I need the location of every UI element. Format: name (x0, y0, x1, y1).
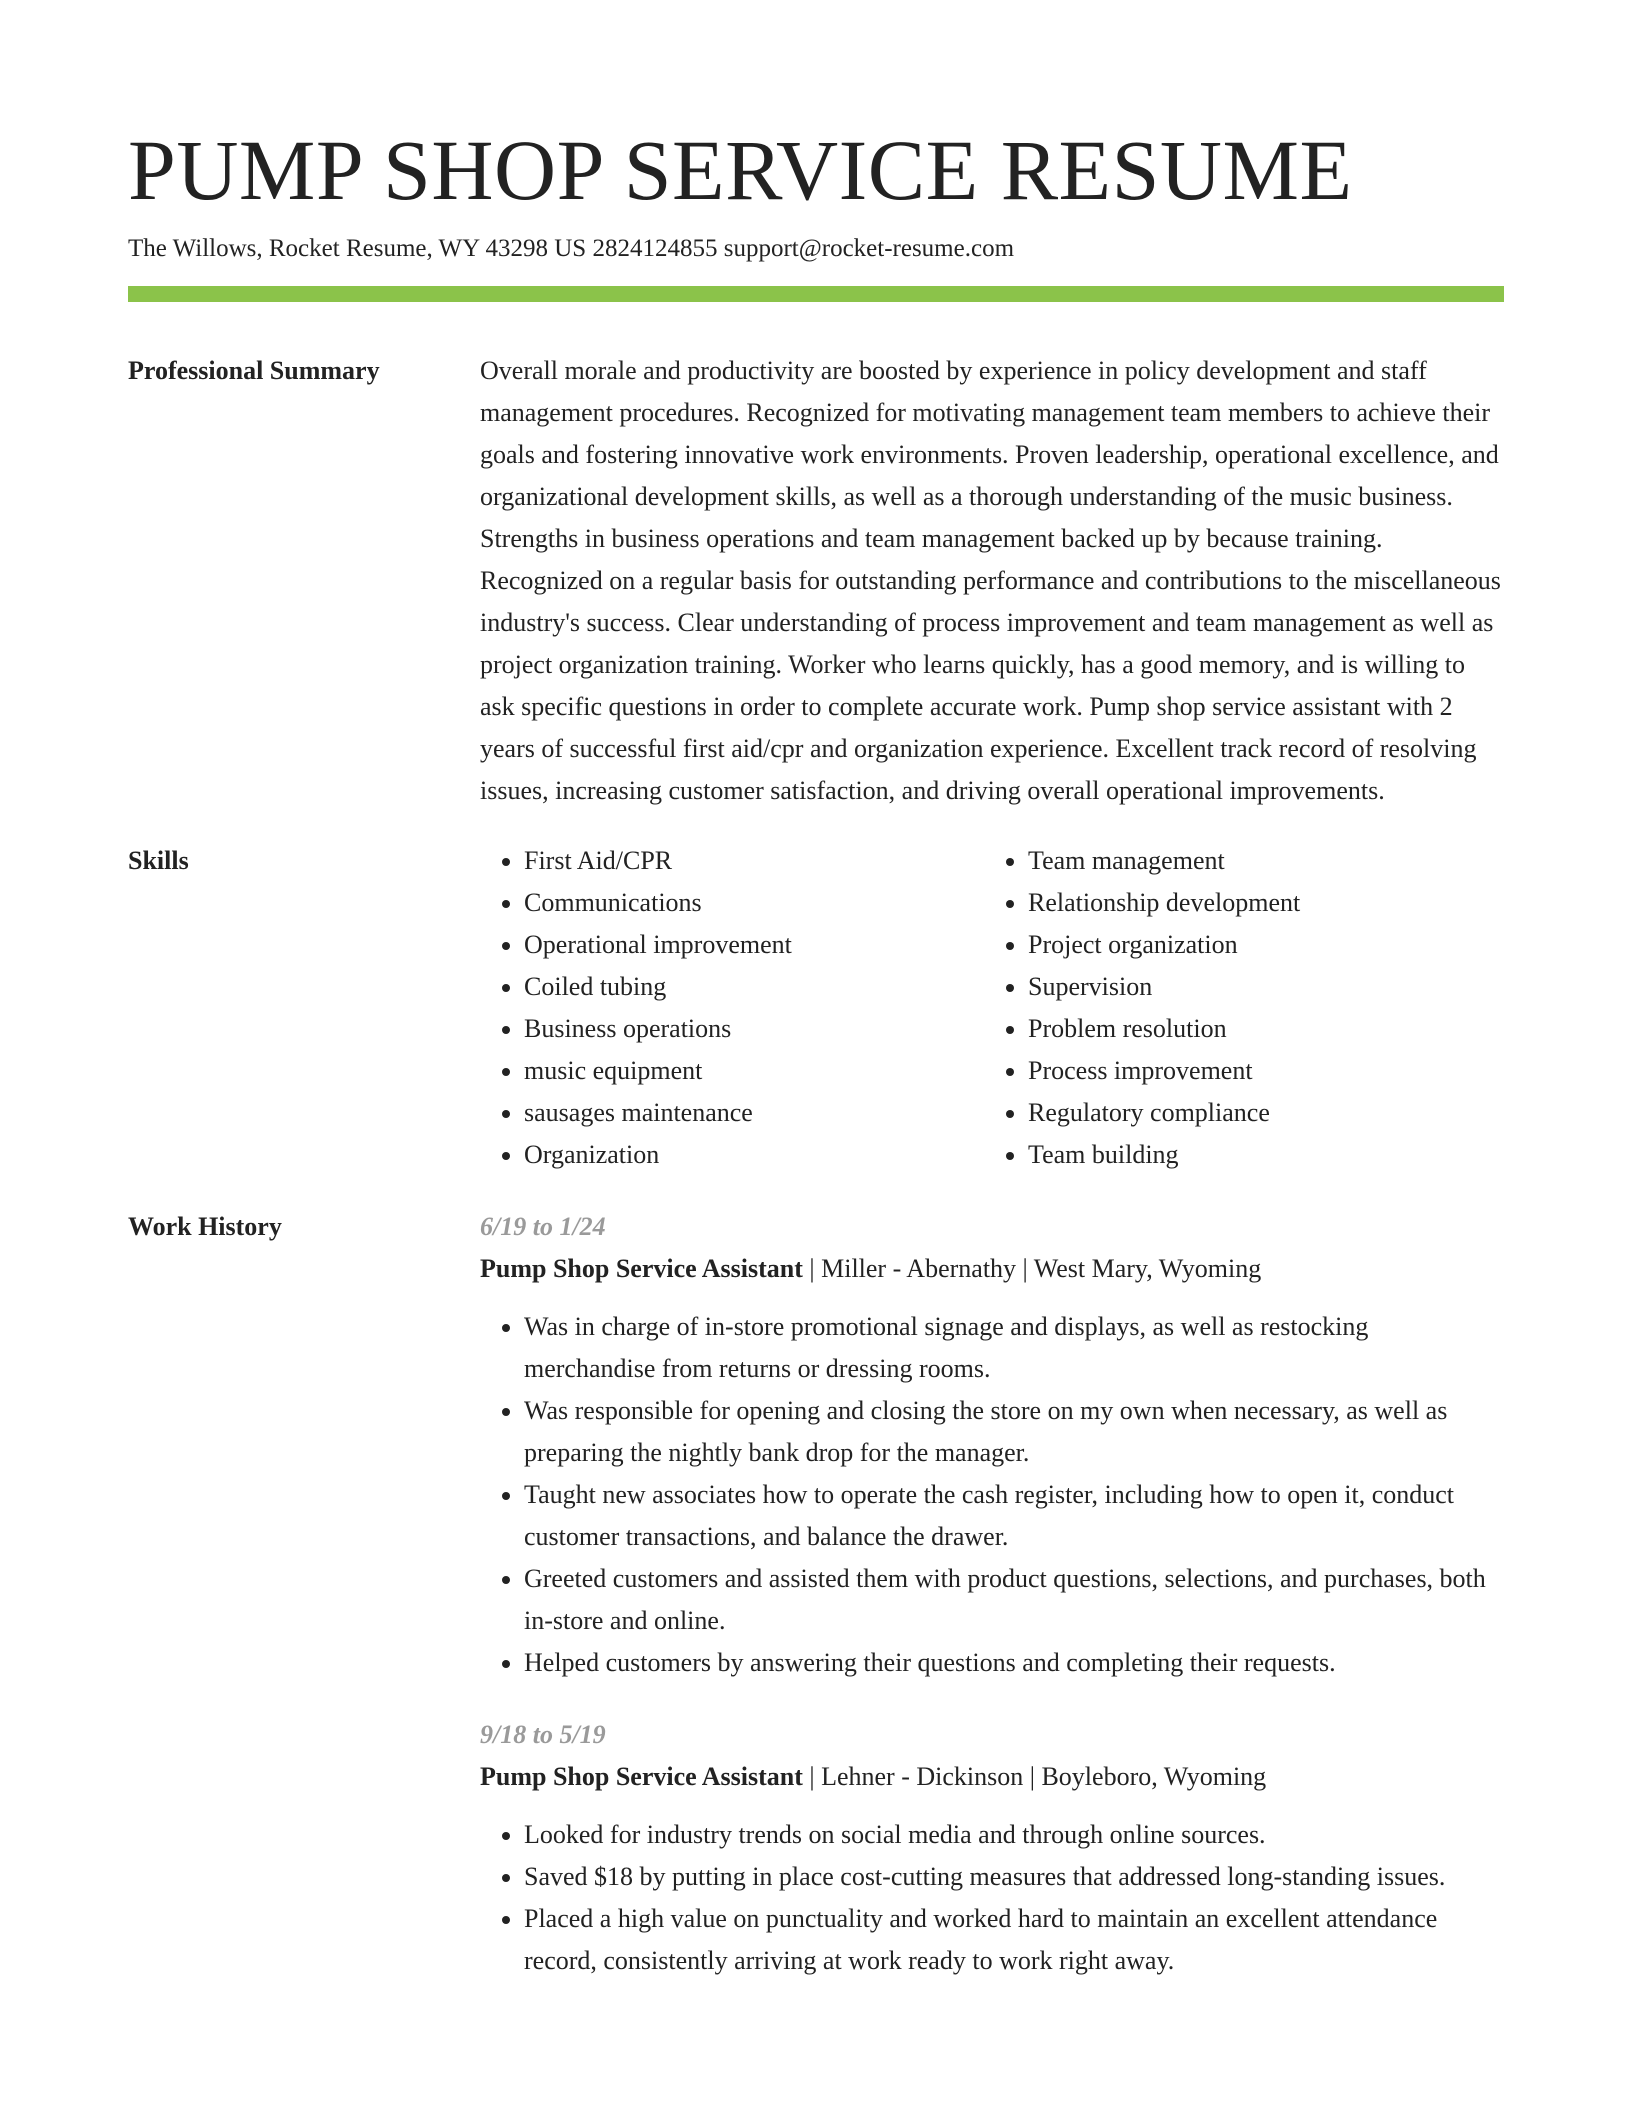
summary-text: Overall morale and productivity are boosted by experience in policy development and staff management procedures. Recognized for motivating management team members to achieve their goals and fostering innovative work environments. Proven leadership, operational excellence, and organizational development skills, as well as a thorough understanding of the music business. Strengths in business operations and team management backed up by because training. Recognized on a regular basis for outstanding performance and contributions to the miscellaneous industry's success. Clear understanding of process improvement and team management as well as project organization training. Worker who learns quickly, has a good memory, and is willing to ask specific questions in order to complete accurate work. Pump shop service assistant with 2 years of successful first aid/cpr and organization experience. Excellent track record of resolving issues, increasing customer satisfaction, and driving overall operational improvements. (480, 356, 1501, 805)
job-employer-location: | Miller - Abernathy | West Mary, Wyoming (802, 1254, 1262, 1283)
skill-item: • Coiled tubing (524, 966, 984, 1008)
section-heading-summary: Professional Summary (128, 356, 380, 385)
skill-item: • Project organization (1028, 924, 1488, 966)
job-bullets (480, 1306, 1504, 1684)
contact-line: The Willows, Rocket Resume, WY 43298 US 2824124855 support@rocket-resume.com (128, 235, 1015, 262)
skill-item: • Regulatory compliance (1028, 1092, 1488, 1134)
job-entry (480, 1714, 1504, 1982)
job-heading (480, 1248, 1504, 1290)
skill-item: • Team building (1028, 1134, 1488, 1176)
skills-list-left (480, 840, 984, 1176)
accent-divider (128, 286, 1504, 302)
job-bullet: • Looked for industry trends on social media and through online sources. (524, 1814, 1504, 1856)
skills-list-right (984, 840, 1488, 1176)
job-bullet: • Helped customers by answering their questions and completing their requests. (524, 1642, 1504, 1684)
job-employer-location: | Lehner - Dickinson | Boyleboro, Wyoming (802, 1762, 1267, 1791)
job-entry (480, 1206, 1504, 1684)
skill-item: • Communications (524, 882, 984, 924)
job-bullet: • Saved $18 by putting in place cost-cutting measures that addressed long-standing issues. (524, 1856, 1504, 1898)
resume-page (128, 118, 1504, 2012)
job-bullet: • Was in charge of in-store promotional signage and displays, as well as restocking merchandise from returns or dressing rooms. (524, 1306, 1504, 1390)
skill-item: • Operational improvement (524, 924, 984, 966)
skill-item: • Supervision (1028, 966, 1488, 1008)
job-bullet: • Greeted customers and assisted them with product questions, selections, and purchases, both in-store and online. (524, 1558, 1504, 1642)
job-bullets (480, 1814, 1504, 1982)
skill-item: • Relationship development (1028, 882, 1488, 924)
job-bullet: • Was responsible for opening and closing the store on my own when necessary, as well as preparing the nightly bank drop for the manager. (524, 1390, 1504, 1474)
section-heading-skills: Skills (128, 846, 189, 875)
skill-item: • sausages maintenance (524, 1092, 984, 1134)
job-title: Pump Shop Service Assistant (480, 1254, 803, 1283)
skill-item: • Business operations (524, 1008, 984, 1050)
skill-item: • Team management (1028, 840, 1488, 882)
job-heading (480, 1756, 1504, 1798)
skill-item: • music equipment (524, 1050, 984, 1092)
job-bullet: • Taught new associates how to operate the cash register, including how to open it, conduct customer transactions, and balance the drawer. (524, 1474, 1504, 1558)
skill-item: • Problem resolution (1028, 1008, 1488, 1050)
work-history-section (128, 1206, 1504, 2012)
job-dates: 9/18 to 5/19 (480, 1720, 606, 1749)
professional-summary-section (128, 350, 1504, 812)
skill-item: • Process improvement (1028, 1050, 1488, 1092)
job-dates: 6/19 to 1/24 (480, 1212, 606, 1241)
job-title: Pump Shop Service Assistant (480, 1762, 803, 1791)
skill-item: • Organization (524, 1134, 984, 1176)
skill-item: • First Aid/CPR (524, 840, 984, 882)
job-bullet: • Placed a high value on punctuality and worked hard to maintain an excellent attendance record, consistently arriving at work ready to work right away. (524, 1898, 1504, 1982)
resume-title: PUMP SHOP SERVICE RESUME (128, 122, 1353, 218)
section-heading-work: Work History (128, 1212, 282, 1241)
skills-section (128, 840, 1504, 1176)
